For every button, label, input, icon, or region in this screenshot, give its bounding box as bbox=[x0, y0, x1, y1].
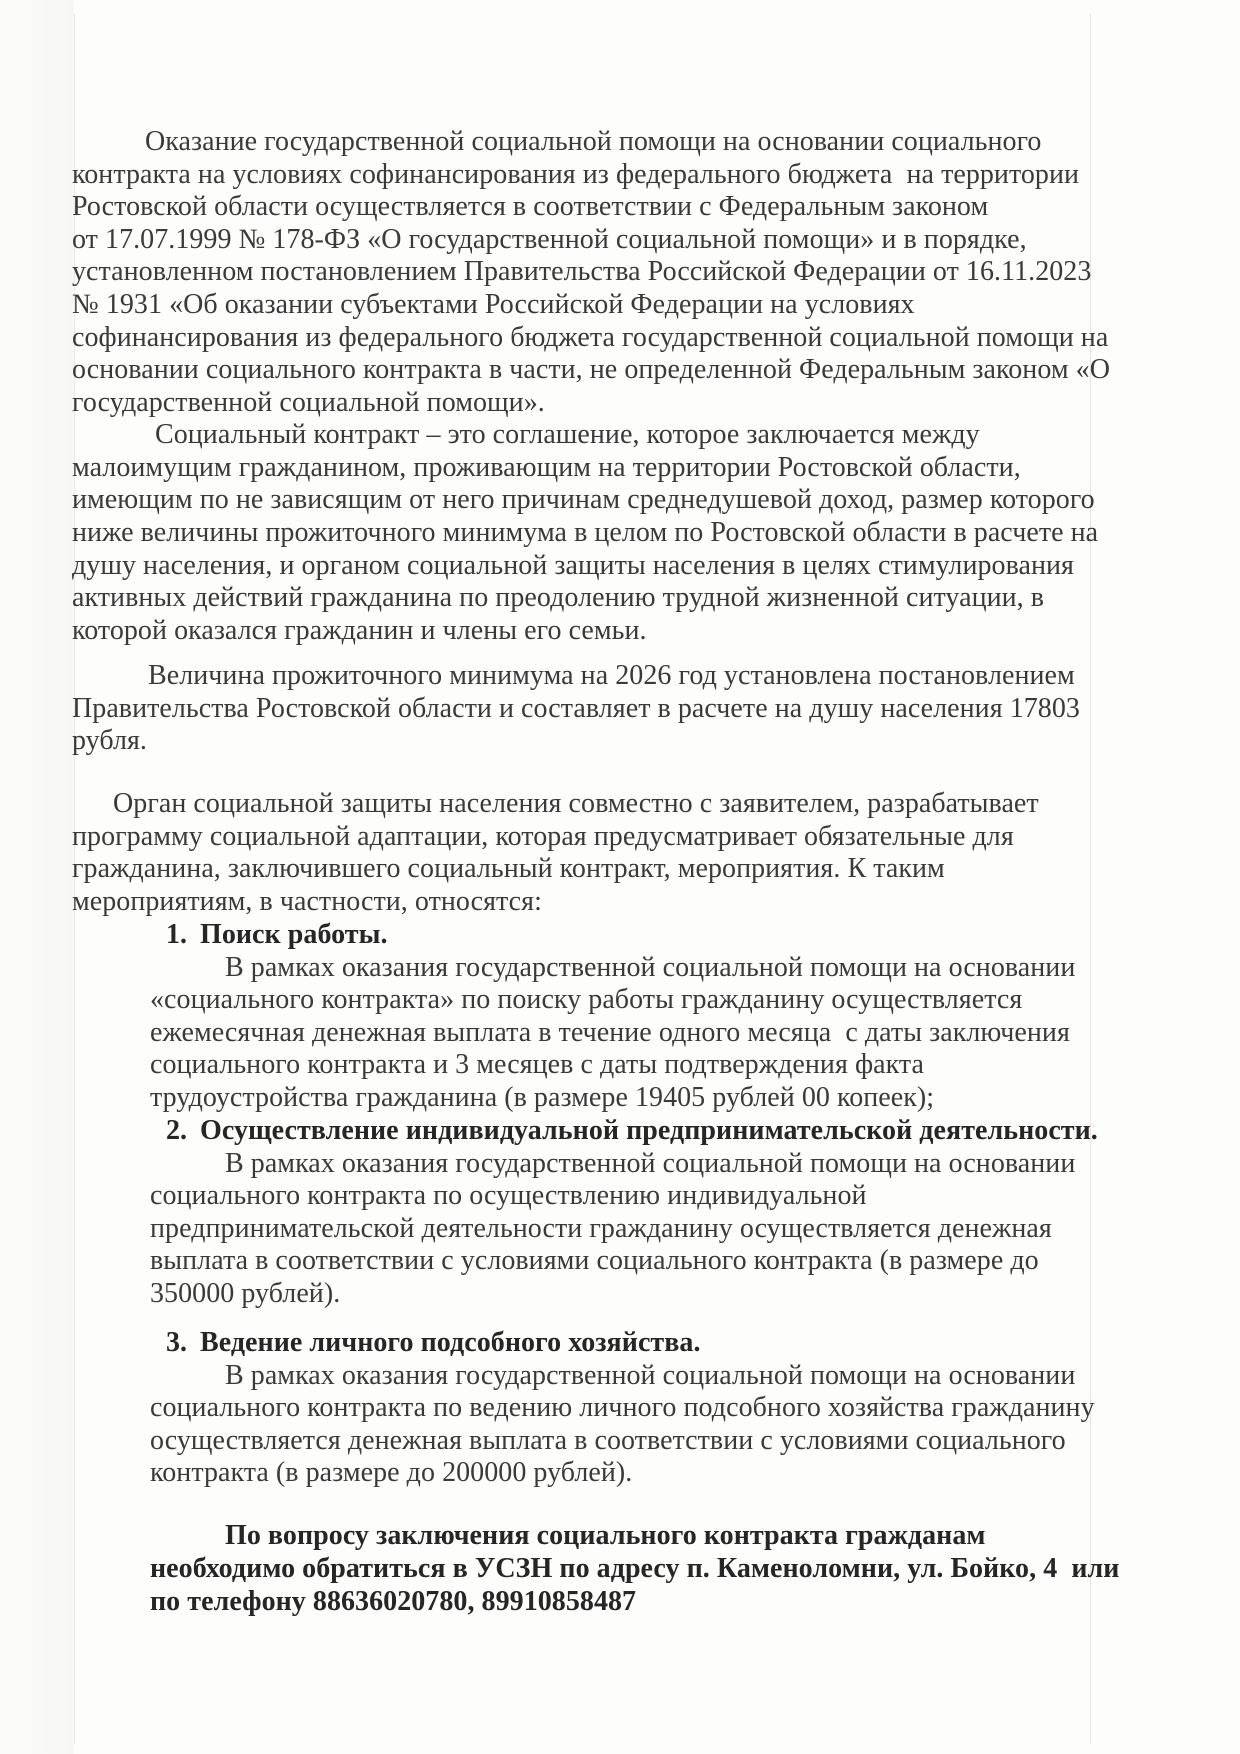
contact-address-line: необходимо обратиться в УСЗН по адресу п. Каменоломни, ул. Бойко, 4 или bbox=[150, 1553, 1120, 1584]
text-line: Оказание государственной социальной помощи на основании социального bbox=[145, 126, 1042, 157]
text-line: установленном постановлением Правительства Российской Федерации от 16.11.2023 bbox=[72, 256, 1092, 287]
text-line: софинансирования из федерального бюджета государственной социальной помощи на bbox=[72, 322, 1109, 353]
measure-heading bbox=[166, 1115, 1098, 1147]
text-line: основании социального контракта в части, не определенной Федеральным законом «О bbox=[72, 354, 1110, 385]
measure-title: Ведение личного подсобного хозяйства. bbox=[200, 1327, 701, 1358]
text-line: трудоустройства гражданина (в размере 19405 рублей 00 копеек); bbox=[150, 1082, 935, 1113]
text-line: социального контракта и 3 месяцев с даты подтверждения факта bbox=[150, 1049, 925, 1080]
contact-phone-line: по телефону 88636020780, 89910858487 bbox=[150, 1586, 637, 1617]
text-line: душу населения, и органом социальной защиты населения в целях стимулирования bbox=[72, 550, 1074, 581]
text-line: 350000 рублей). bbox=[150, 1278, 341, 1309]
text-line: государственной социальной помощи». bbox=[72, 387, 545, 418]
text-line: которой оказался гражданин и члены его семьи. bbox=[72, 615, 647, 646]
text-line: Социальный контракт – это соглашение, которое заключается между bbox=[155, 419, 980, 450]
text-line: гражданина, заключившего социальный контракт, мероприятия. К таким bbox=[72, 853, 945, 884]
text-line: контракта (в размере до 200000 рублей). bbox=[150, 1457, 633, 1488]
text-line: мероприятиям, в частности, относятся: bbox=[72, 886, 542, 917]
text-line: социального контракта по ведению личного подсобного хозяйства гражданину bbox=[150, 1392, 1095, 1423]
text-line: контракта на условиях софинансирования из федерального бюджета на территории bbox=[72, 159, 1080, 190]
text-line: «социального контракта» по поиску работы гражданину осуществляется bbox=[150, 984, 1023, 1015]
text-line: предпринимательской деятельности гражданину осуществляется денежная bbox=[150, 1213, 1052, 1244]
text-line: программу социальной адаптации, которая предусматривает обязательные для bbox=[72, 821, 1014, 852]
measure-number: 1. bbox=[166, 919, 188, 950]
scan-margin-shade bbox=[0, 0, 74, 1754]
text-line: В рамках оказания государственной социальной помощи на основании bbox=[225, 1148, 1076, 1179]
text-line: социального контракта по осуществлению индивидуальной bbox=[150, 1180, 867, 1211]
contact-line: По вопросу заключения социального контракта гражданам bbox=[225, 1520, 986, 1551]
text-line: В рамках оказания государственной социальной помощи на основании bbox=[225, 1360, 1076, 1391]
text-line: Величина прожиточного минимума на 2026 год установлена постановлением bbox=[148, 660, 1075, 691]
measure-title: Поиск работы. bbox=[200, 919, 388, 950]
measure-heading bbox=[166, 919, 388, 951]
text-line: рубля. bbox=[72, 725, 147, 756]
measure-number: 3. bbox=[166, 1327, 188, 1358]
text-line: осуществляется денежная выплата в соответствии с условиями социального bbox=[150, 1425, 1066, 1456]
text-line: малоимущим гражданином, проживающим на территории Ростовской области, bbox=[72, 452, 1021, 483]
text-line: активных действий гражданина по преодолению трудной жизненной ситуации, в bbox=[72, 582, 1045, 613]
text-line: выплата в соответствии с условиями социального контракта (в размере до bbox=[150, 1245, 1039, 1276]
measure-heading bbox=[166, 1327, 701, 1359]
text-line: В рамках оказания государственной социальной помощи на основании bbox=[225, 952, 1076, 983]
text-line: от 17.07.1999 № 178-ФЗ «О государственной социальной помощи» и в порядке, bbox=[72, 224, 1027, 255]
text-line: Орган социальной защиты населения совместно с заявителем, разрабатывает bbox=[113, 788, 1039, 819]
measure-title: Осуществление индивидуальной предпринимательской деятельности. bbox=[200, 1115, 1098, 1146]
text-line: ежемесячная денежная выплата в течение одного месяца с даты заключения bbox=[150, 1017, 1070, 1048]
text-line: Правительства Ростовской области и составляет в расчете на душу населения 17803 bbox=[72, 693, 1080, 724]
text-line: № 1931 «Об оказании субъектами Российской Федерации на условиях bbox=[72, 289, 915, 320]
text-line: имеющим по не зависящим от него причинам среднедушевой доход, размер которого bbox=[72, 484, 1095, 515]
text-line: ниже величины прожиточного минимума в целом по Ростовской области в расчете на bbox=[72, 517, 1099, 548]
measure-number: 2. bbox=[166, 1115, 188, 1146]
text-line: Ростовской области осуществляется в соответствии с Федеральным законом bbox=[72, 191, 989, 222]
